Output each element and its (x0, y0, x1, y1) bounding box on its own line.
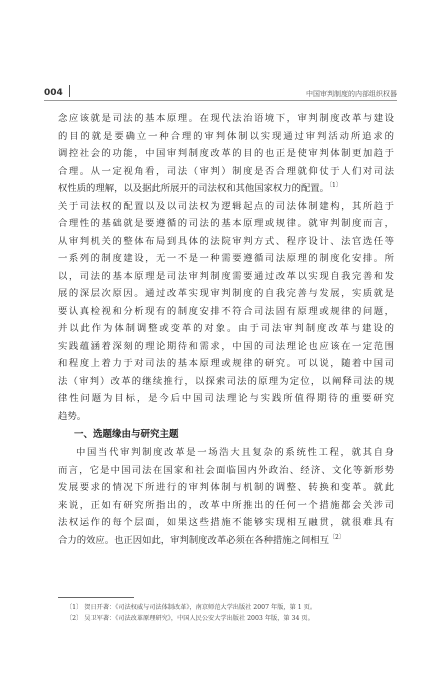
text-line: 展的深层次原因。通过改革实现审判制度的自我完善与发展，实质就是 (58, 288, 394, 299)
text-line: 和程度上着力于对司法的基本原理或规律的研究。可以说，随着中国司 (58, 358, 394, 369)
section-heading: 一、选题缘由与研究主题 (74, 429, 179, 440)
text-line: 中国当代审判制度改革是一场浩大且复杂的系统性工程，就其自身 (76, 447, 394, 458)
text-line: 发展要求的情况下所进行的审判体制与机制的调整、转换和变革。就此 (58, 482, 394, 493)
text-line: 调控社会的功能，中国审判制度改革的目的也正是使审判体制更加趋于 (58, 148, 394, 159)
footnote-1: 〔1〕 贺日开著：《司法权威与司法体制改革》，南京师范大学出版社 2007 年版，第 1 页。 (66, 604, 317, 611)
text-line: 要认真检视和分析现有的制度安排不符合司法固有原理或规律的问题， (58, 305, 394, 317)
text-line: 律性问题为目标，是今后中国司法理论与实践所值得期待的重要研究 (58, 393, 394, 404)
text-line: 实践蕴涵着深刻的理论期待和需求，中国的司法理论也应该在一定范围 (58, 340, 394, 352)
text-line: 一系列的制度建设，无一不是一种需要遵循司法原理的制度化安排。所 (58, 253, 394, 264)
footnote-ref-2: 〔2〕 (328, 533, 345, 541)
text-line: 而言，它是中国司法在国家和社会面临国内外政治、经济、文化等新形势 (58, 464, 394, 476)
paragraph-2 (58, 444, 394, 549)
text-line-content: 权性质的理解，以及据此所展开的司法权和其他国家权力的配置。 (58, 183, 329, 194)
text-line: 从审判机关的整体布局到具体的法院审判方式、程序设计、法官选任等 (58, 235, 394, 247)
text-line: 的目的就是要确立一种合理的审判体制以实现通过审判活动所追求的 (58, 130, 394, 142)
text-line (58, 532, 394, 550)
text-line: 关于司法权的配置以及以司法权为逻辑起点的司法体制建构，其所趋于 (58, 200, 394, 212)
text-line-content: 合力的效应。也正因如此，审判制度改革必须在各种措施之间相互 (58, 534, 329, 546)
paragraph-1 (58, 110, 394, 425)
text-line: 趋势。 (58, 410, 87, 422)
text-line: 合理性的基础就是要遵循的司法的基本原理或规律。就审判制度而言， (58, 218, 394, 229)
text-line: 并以此作为体制调整或变革的对象。由于司法审判制度改革与建设的 (58, 323, 394, 334)
page-number: 004 (44, 88, 63, 98)
text-line: 合理。从一定视角看，司法（审判）制度是否合理就仰仗于人们对司法 (58, 165, 394, 177)
footnotes (66, 603, 316, 624)
footnote-ref-1: 〔1〕 (328, 182, 342, 189)
text-line (58, 180, 394, 198)
footnote-2: 〔2〕 吴卫军著：《司法改革原理研究》，中国人民公安大学出版社 2003 年版，第 34 页。 (66, 614, 314, 622)
footnote-rule (58, 597, 134, 598)
text-line: 法（审判）改革的继续推行，以探索司法的原理为定位，以阐释司法的规 (58, 375, 394, 387)
text-line: 法权运作的每个层面，如果这些措施不能够实现相互融贯，就很难具有 (58, 517, 394, 528)
header-rule (44, 100, 397, 101)
text-line: 来说，正如有研究所指出的，改革中所推出的任何一个措施都会关涉司 (58, 499, 394, 511)
header-separator (69, 85, 70, 97)
text-line: 念应该就是司法的基本原理。在现代法治语境下，审判制度改革与建设 (58, 113, 394, 124)
text-line: 以，司法的基本原理是司法审判制度需要通过改革以实现自我完善和发 (58, 270, 394, 282)
running-title: 中国审判制度的内部组织权器 (306, 90, 397, 98)
